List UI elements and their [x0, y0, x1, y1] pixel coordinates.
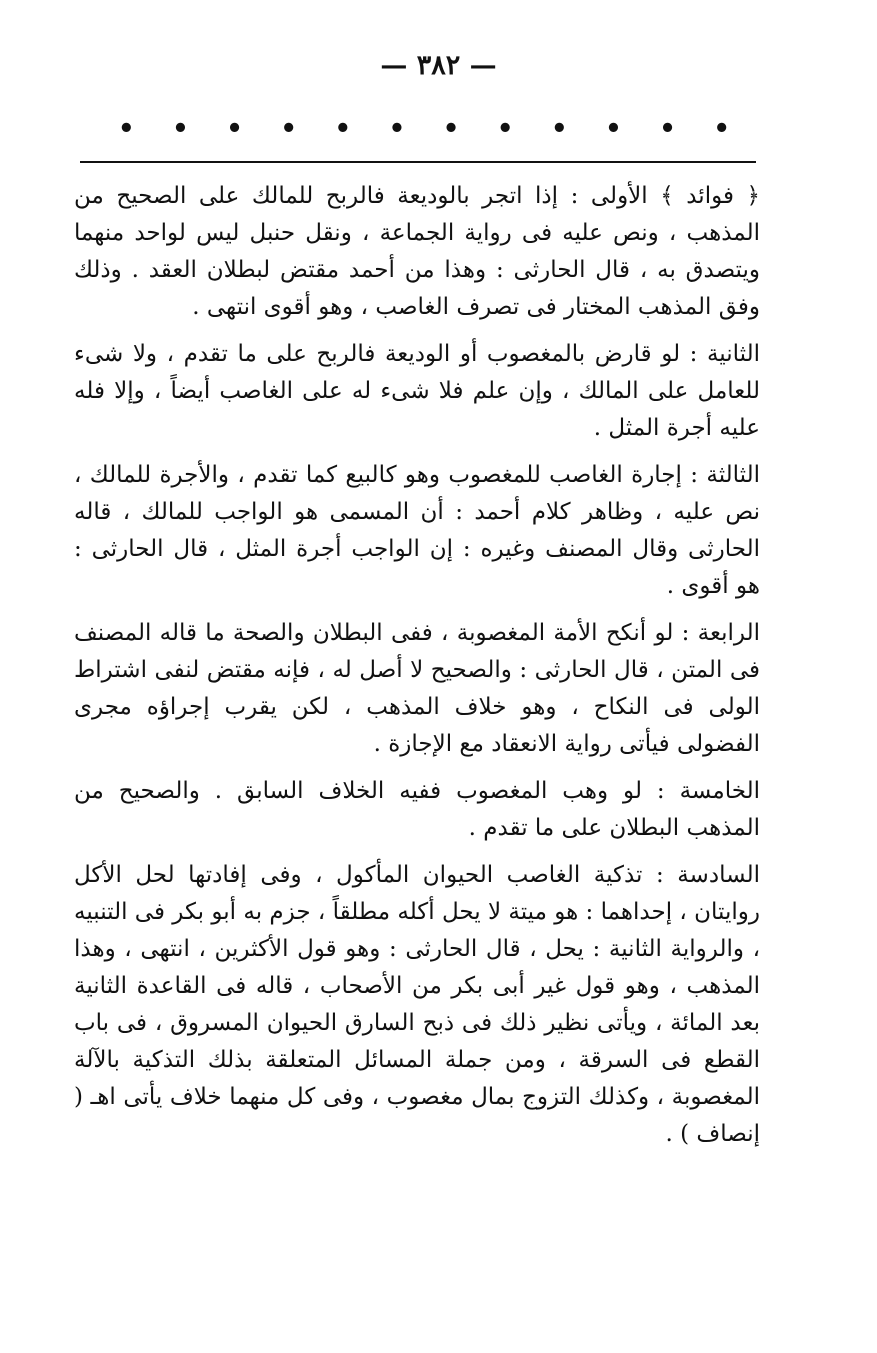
separator-dot: • [442, 114, 460, 144]
horizontal-rule [80, 161, 756, 163]
paragraph-second: الثانية : لو قارض بالمغصوب أو الوديعة فالربح على ما تقدم ، ولا شىء للعامل على المالك ، وإن علم فلا شىء له على الغاصب أيضاً ، وإلا فله عليه أجرة المثل . [74, 341, 760, 441]
page-body [74, 178, 760, 1153]
paragraph-fifth: الخامسة : لو وهب المغصوب ففيه الخلاف السابق . والصحيح من المذهب البطلان على ما تقدم . [74, 778, 760, 841]
paragraph-fourth: الرابعة : لو أنكح الأمة المغصوبة ، ففى البطلان والصحة ما قاله المصنف فى المتن ، قال الحارثى : والصحيح لا أصل له ، فإنه مقتض لنفى اشتراط الولى فى النكاح ، وهو خلاف المذهب ، لكن يقرب إجراؤه مجرى الفضولى فيأتى رواية الانعقاد مع الإجازة . [74, 620, 760, 757]
separator-dot: • [226, 114, 243, 144]
separator-dot: • [496, 114, 514, 144]
separator-dot: • [118, 114, 135, 144]
separator-dot: • [605, 114, 622, 144]
separator-dot: • [713, 114, 730, 144]
separator-dot: • [388, 114, 406, 144]
paragraph-fawaid-first: ﴿ فوائد ﴾ الأولى : إذا اتجر بالوديعة فالربح للمالك على الصحيح من المذهب ، ونص عليه فى رواية الجماعة ، ونقل حنبل ليس لواحد منهما ويتصدق به ، قال الحارثى : وهذا من أحمد مقتض لبطلان العقد . وذلك وفق المذهب المختار فى تصرف الغاصب ، وهو أقوى انتهى . [74, 183, 760, 320]
paragraph-third: الثالثة : إجارة الغاصب للمغصوب وهو كالبيع كما تقدم ، والأجرة للمالك ، نص عليه ، وظاهر كلام أحمد : أن المسمى هو الواجب للمالك ، قاله الحارثى وقال المصنف وغيره : إن الواجب أجرة المثل ، قال الحارثى : هو أقوى . [74, 462, 760, 599]
separator-dot: • [551, 114, 568, 144]
separator-dot: • [334, 114, 352, 144]
dot-separator [118, 114, 730, 144]
separator-dot: • [280, 114, 297, 144]
separator-dot: • [172, 114, 189, 144]
paragraph-sixth: السادسة : تذكية الغاصب الحيوان المأكول ، وفى إفادتها لحل الأكل روايتان ، إحداهما : هو ميتة لا يحل أكله مطلقاً ، جزم به أبو بكر فى التنبيه ، والرواية الثانية : يحل ، قال الحارثى : وهو قول الأكثرين ، انتهى ، وهذا المذهب ، وهو قول غير أبى بكر من الأصحاب ، قاله فى القاعدة الثانية بعد المائة ، ويأتى نظير ذلك فى ذبح السارق الحيوان المسروق ، فى باب القطع فى السرقة ، ومن جملة المسائل المتعلقة بذلك التذكية بالآلة المغصوبة ، وكذلك التزوج بمال مغصوب ، وفى كل منهما خلاف يأتى اهـ ( إنصاف ) . [74, 862, 760, 1147]
separator-dot: • [659, 114, 676, 144]
page-number: — ٣٨٢ — [380, 50, 497, 81]
